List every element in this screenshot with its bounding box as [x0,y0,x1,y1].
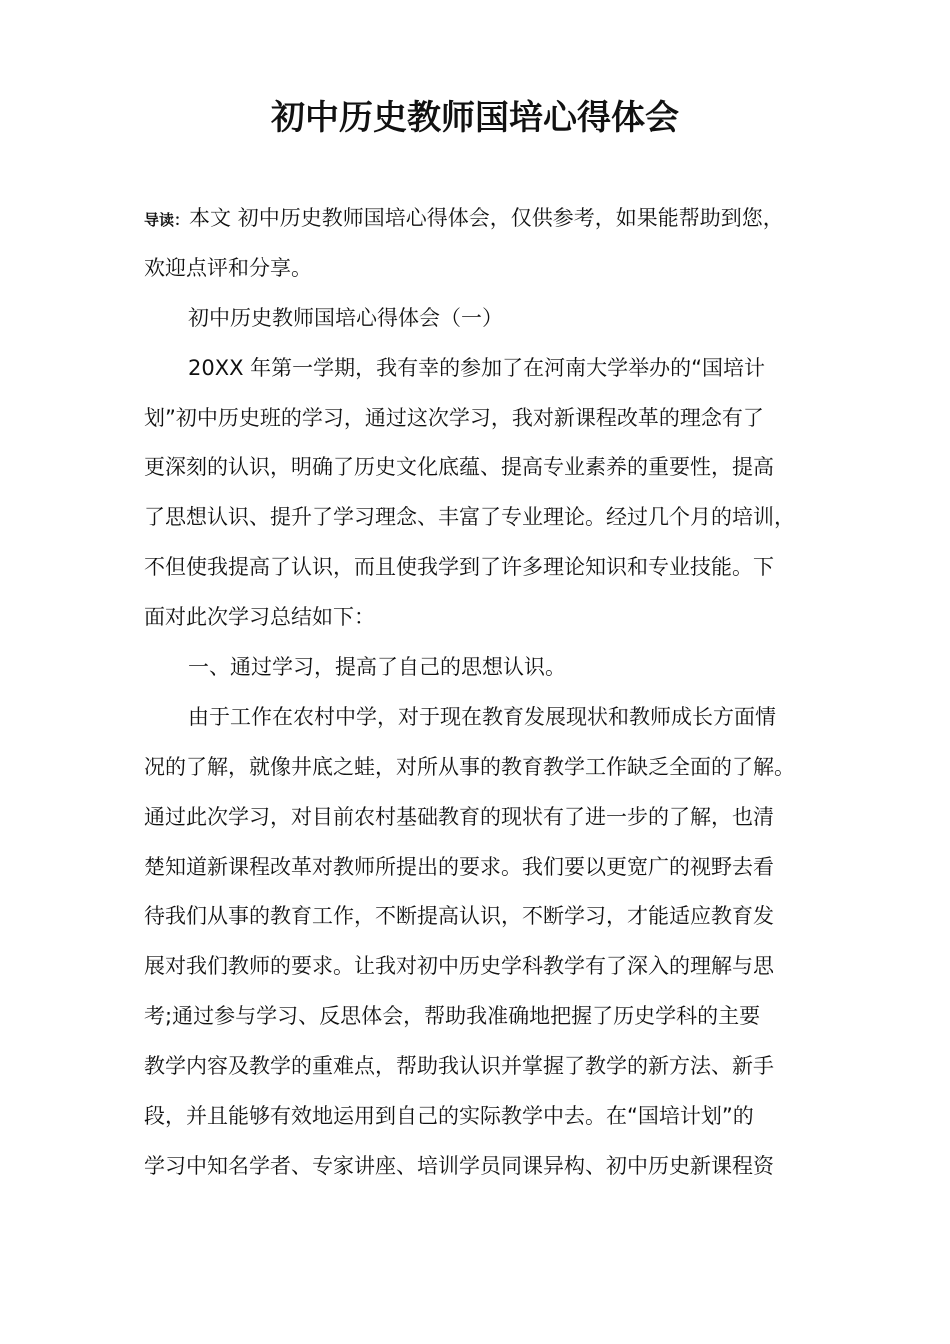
body-line-11: 由于工作在农村中学，对于现在教育发展现状和教师成长方面情 [188,704,776,729]
lead-label: 导读： [144,211,190,229]
document-title: 初中历史教师国培心得体会 [271,98,679,138]
body-line-1 [144,194,820,244]
body-line-15: 待我们从事的教育工作，不断提高认识，不断学习，才能适应教育发 [144,904,774,929]
body-line-5: 划”初中历史班的学习，通过这次学习，我对新课程改革的理念有了 [144,405,764,430]
section-heading-part-one: 初中历史教师国培心得体会（一） [188,305,503,330]
subheading-one: 一、通过学习，提高了自己的思想认识。 [188,655,566,680]
body-line-6: 更深刻的认识，明确了历史文化底蕴、提高专业素养的重要性，提高 [144,455,774,480]
body-line-17: 考;通过参与学习、反思体会，帮助我准确地把握了历史学科的主要 [144,1004,761,1029]
body-line-19: 段，并且能够有效地运用到自己的实际教学中去。在“国培计划”的 [144,1104,754,1129]
body-line-8: 不但使我提高了认识，而且使我学到了许多理论知识和专业技能。下 [144,555,774,580]
body-line-13: 通过此次学习，对目前农村基础教育的现状有了进一步的了解，也清 [144,804,774,829]
body-line-20: 学习中知名学者、专家讲座、培训学员同课异构、初中历史新课程资 [144,1153,774,1178]
body-line-text: 本文 初中历史教师国培心得体会，仅供参考，如果能帮助到您， [189,206,784,230]
body-line-2: 欢迎点评和分享。 [144,255,312,280]
body-line-7: 了思想认识、提升了学习理念、丰富了专业理论。经过几个月的培训， [144,505,795,530]
body-line-16: 展对我们教师的要求。让我对初中历史学科教学有了深入的理解与思 [144,954,774,979]
body-line-4: 20XX 年第一学期，我有幸的参加了在河南大学举办的“国培计 [188,355,766,380]
document-body [144,194,820,1192]
body-line-12: 况的了解，就像井底之蛙，对所从事的教育教学工作缺乏全面的了解。 [144,754,795,779]
body-line-9: 面对此次学习总结如下： [144,605,375,630]
body-line-18: 教学内容及教学的重难点，帮助我认识并掌握了教学的新方法、新手 [144,1054,774,1079]
body-line-14: 楚知道新课程改革对教师所提出的要求。我们要以更宽广的视野去看 [144,854,774,879]
